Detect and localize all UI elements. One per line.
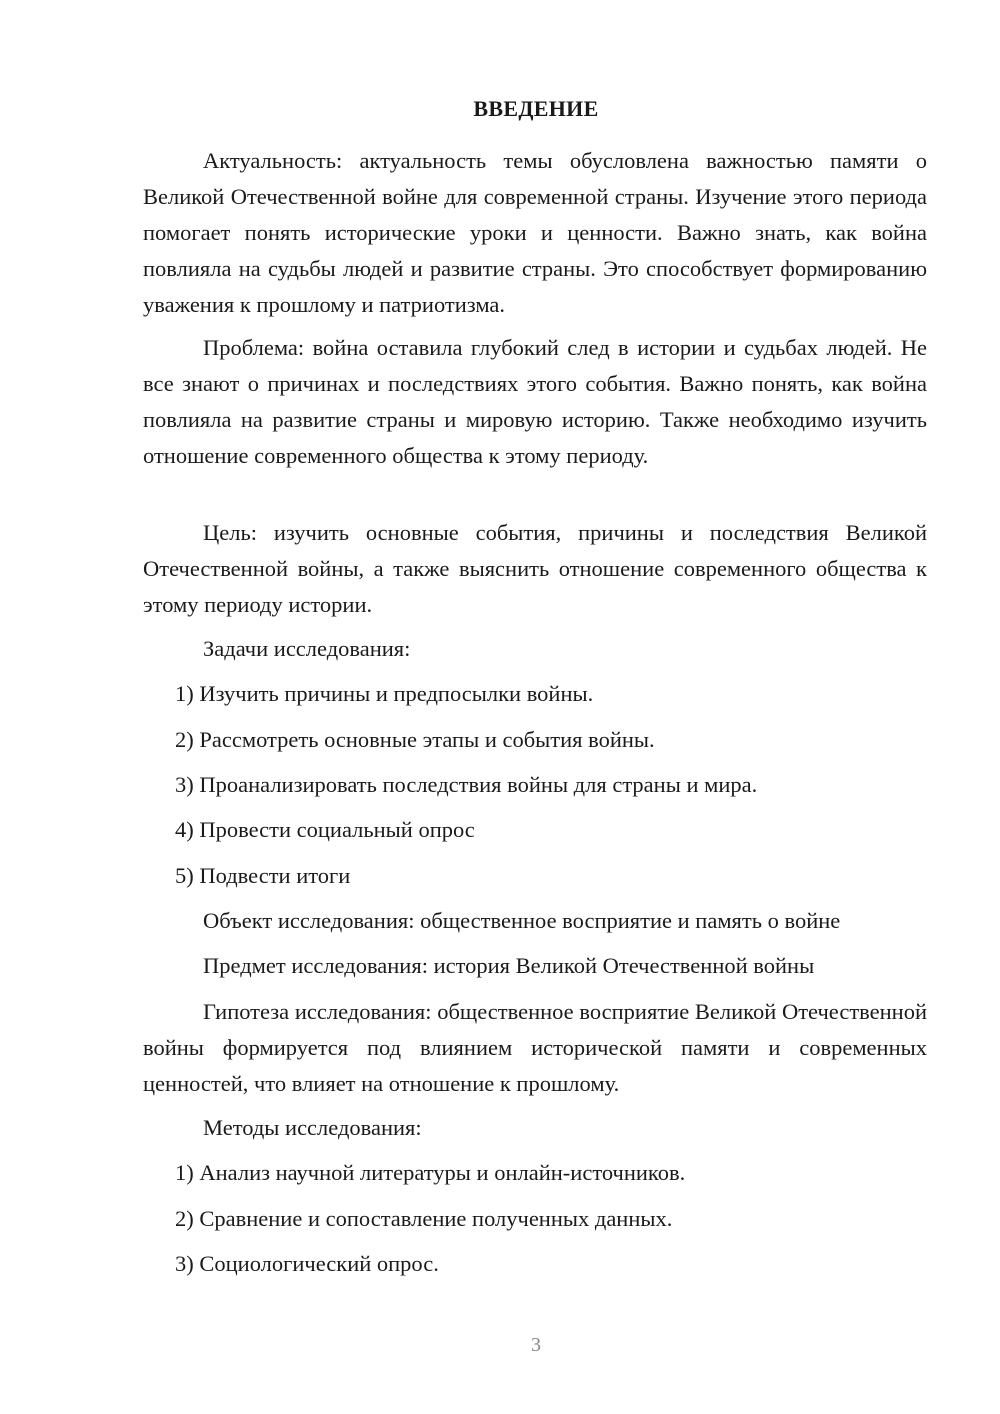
subject-line: Предмет исследования: история Великой Отечественной войны — [203, 953, 815, 978]
task-item: 1) Изучить причины и предпосылки войны. — [175, 681, 594, 706]
page-number: 3 — [531, 1334, 541, 1356]
section-heading: ВВЕДЕНИЕ — [473, 96, 599, 121]
method-item: 1) Анализ научной литературы и онлайн-источников. — [175, 1160, 686, 1185]
task-item: 5) Подвести итоги — [175, 863, 351, 888]
task-item: 3) Проанализировать последствия войны для страны и мира. — [175, 772, 758, 797]
object-line: Объект исследования: общественное восприятие и память о войне — [203, 908, 841, 933]
task-item: 4) Провести социальный опрос — [175, 817, 475, 842]
goal-paragraph: Цель: изучить основные события, причины и последствия Великой Отечественной войны, а также выяснить отношение современного общества к этому периоду истории. — [143, 520, 927, 617]
method-item: 3) Социологический опрос. — [175, 1251, 439, 1276]
relevance-paragraph: Актуальность: актуальность темы обусловлена важностью памяти о Великой Отечественной войне для современной страны. Изучение этого периода помогает понять исторические уроки и ценности. Важно знать, как война повлияла на судьбы людей и развитие страны. Это способствует формированию уважения к прошлому и патриотизма. — [143, 148, 927, 317]
hypothesis-paragraph: Гипотеза исследования: общественное восприятие Великой Отечественной войны формируется под влиянием исторической памяти и современных ценностей, что влияет на отношение к прошлому. — [143, 999, 927, 1096]
methods-title: Методы исследования: — [203, 1115, 422, 1140]
tasks-title: Задачи исследования: — [203, 636, 411, 661]
problem-paragraph: Проблема: война оставила глубокий след в истории и судьбах людей. Не все знают о причинах и последствиях этого события. Важно понять, как война повлияла на развитие страны и мировую историю. Также необходимо изучить отношение современного общества к этому периоду. — [143, 335, 927, 468]
task-item: 2) Рассмотреть основные этапы и события войны. — [175, 727, 655, 752]
method-item: 2) Сравнение и сопоставление полученных данных. — [175, 1206, 673, 1231]
